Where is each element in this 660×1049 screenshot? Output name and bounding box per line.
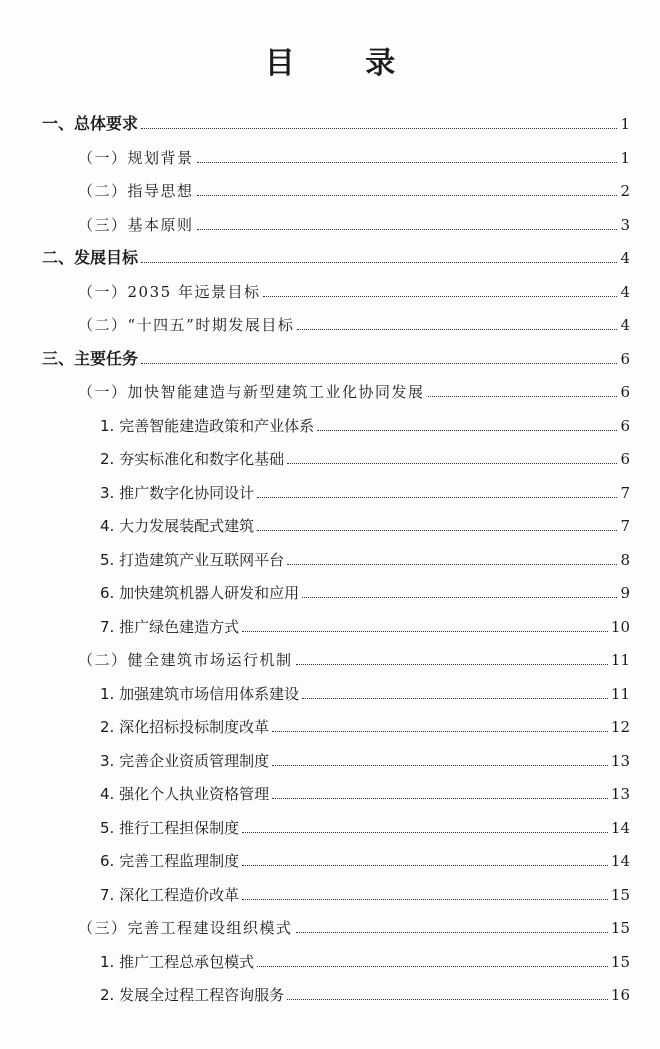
dot-leader	[141, 128, 617, 129]
toc-entry-label: （一）2035 年远景目标	[78, 283, 261, 301]
toc-entry-label: 2. 发展全过程工程咨询服务	[100, 986, 285, 1004]
dot-leader	[197, 229, 618, 230]
dot-leader	[197, 195, 618, 196]
toc-entry-page: 3	[620, 216, 630, 234]
toc-entry[interactable]	[100, 741, 630, 771]
toc-entry-label: 7. 推广绿色建造方式	[100, 618, 240, 636]
toc-entry-page: 4	[620, 316, 630, 334]
dot-leader	[428, 396, 618, 397]
toc-entry-label: 三、主要任务	[42, 349, 139, 368]
toc-entry-page: 15	[610, 919, 630, 937]
toc-entry[interactable]	[100, 406, 630, 436]
toc-entry-label: 3. 推广数字化协同设计	[100, 484, 255, 502]
toc-entry-label: （一）规划背景	[78, 149, 194, 167]
toc-entry[interactable]	[78, 372, 630, 402]
toc-entry-page: 4	[620, 249, 630, 267]
toc-entry-page: 14	[610, 852, 630, 870]
toc-entry-label: 2. 深化招标投标制度改革	[100, 718, 270, 736]
toc-entry[interactable]	[100, 506, 630, 536]
toc-entry[interactable]	[100, 540, 630, 570]
toc-entry-page: 6	[620, 383, 630, 401]
dot-leader	[257, 530, 617, 531]
toc-entry[interactable]	[78, 272, 630, 302]
dot-leader	[242, 832, 608, 833]
toc-entry-label: 5. 打造建筑产业互联网平台	[100, 551, 285, 569]
toc-entry-page: 11	[610, 651, 630, 669]
toc-entry-page: 6	[620, 417, 630, 435]
toc-entry[interactable]	[78, 908, 630, 938]
toc-entry-label: 一、总体要求	[42, 114, 139, 133]
toc-entry-page: 13	[610, 752, 630, 770]
toc-entry[interactable]	[78, 640, 630, 670]
dot-leader	[242, 865, 608, 866]
toc-entry-label: 二、发展目标	[42, 248, 139, 267]
toc-entry-page: 14	[610, 819, 630, 837]
toc-entry-page: 1	[620, 149, 630, 167]
toc-entry[interactable]	[78, 205, 630, 235]
toc-entry-label: 1. 加强建筑市场信用体系建设	[100, 685, 300, 703]
toc-entry-label: 3. 完善企业资质管理制度	[100, 752, 270, 770]
dot-leader	[296, 932, 608, 933]
toc-entry[interactable]	[100, 607, 630, 637]
toc-entry-page: 8	[620, 551, 630, 569]
toc-entry-label: 4. 强化个人执业资格管理	[100, 785, 270, 803]
toc-entry-page: 10	[610, 618, 630, 636]
dot-leader	[242, 899, 608, 900]
dot-leader	[302, 597, 617, 598]
toc-entry-page: 4	[620, 283, 630, 301]
dot-leader	[287, 463, 617, 464]
dot-leader	[242, 631, 608, 632]
toc-entry-page: 9	[620, 584, 630, 602]
toc-entry-page: 15	[610, 953, 630, 971]
toc-entry-label: 2. 夯实标准化和数字化基础	[100, 450, 285, 468]
dot-leader	[257, 966, 608, 967]
toc-entry[interactable]	[100, 975, 630, 1005]
toc-entry-label: 7. 深化工程造价改革	[100, 886, 240, 904]
toc-entry-page: 15	[610, 886, 630, 904]
toc-entry-label: 6. 完善工程监理制度	[100, 852, 240, 870]
toc-entry-label: （三）完善工程建设组织模式	[78, 919, 293, 937]
dot-leader	[302, 698, 608, 699]
toc-entry[interactable]	[100, 573, 630, 603]
toc-entry-page: 16	[610, 986, 630, 1004]
toc-entry-page: 11	[610, 685, 630, 703]
toc-entry-label: 1. 完善智能建造政策和产业体系	[100, 417, 315, 435]
toc-entry[interactable]	[100, 942, 630, 972]
toc-entry-label: 6. 加快建筑机器人研发和应用	[100, 584, 300, 602]
toc-entry[interactable]	[100, 841, 630, 871]
toc-entry[interactable]	[100, 674, 630, 704]
toc-entry-page: 6	[620, 450, 630, 468]
dot-leader	[263, 296, 617, 297]
toc-entry[interactable]	[78, 305, 630, 335]
toc-entry-label: 1. 推广工程总承包模式	[100, 953, 255, 971]
toc-entry-page: 7	[620, 484, 630, 502]
toc-entry[interactable]	[100, 808, 630, 838]
toc-entry[interactable]	[100, 707, 630, 737]
toc-entry[interactable]	[42, 238, 630, 268]
toc-entry[interactable]	[100, 875, 630, 905]
toc-entry-page: 12	[610, 718, 630, 736]
page-title: 目 录	[264, 46, 426, 81]
toc-entry-label: （二）健全建筑市场运行机制	[78, 651, 293, 669]
dot-leader	[197, 162, 618, 163]
toc-entry-label: （三）基本原则	[78, 216, 194, 234]
dot-leader	[297, 329, 617, 330]
dot-leader	[317, 430, 617, 431]
dot-leader	[287, 999, 608, 1000]
toc-entry[interactable]	[100, 774, 630, 804]
toc-entry[interactable]	[78, 171, 630, 201]
dot-leader	[296, 664, 608, 665]
dot-leader	[141, 363, 617, 364]
dot-leader	[272, 798, 608, 799]
dot-leader	[257, 497, 617, 498]
dot-leader	[287, 564, 617, 565]
toc-entry[interactable]	[100, 473, 630, 503]
toc-entry-label: （二）指导思想	[78, 182, 194, 200]
toc-entry[interactable]	[100, 439, 630, 469]
toc-entry-label: （二）“十四五”时期发展目标	[78, 316, 295, 334]
toc-entry-label: 4. 大力发展装配式建筑	[100, 517, 255, 535]
toc-entry-label: 5. 推行工程担保制度	[100, 819, 240, 837]
toc-entry[interactable]	[42, 339, 630, 369]
dot-leader	[141, 262, 617, 263]
toc-entry-page: 2	[620, 182, 630, 200]
toc-entry-page: 1	[620, 115, 630, 133]
toc-entry-page: 13	[610, 785, 630, 803]
toc-entry[interactable]	[42, 104, 630, 134]
toc-entry[interactable]	[78, 138, 630, 168]
toc-entry-label: （一）加快智能建造与新型建筑工业化协同发展	[78, 383, 425, 401]
toc-entry-page: 6	[620, 350, 630, 368]
dot-leader	[272, 765, 608, 766]
toc-entry-page: 7	[620, 517, 630, 535]
dot-leader	[272, 731, 608, 732]
